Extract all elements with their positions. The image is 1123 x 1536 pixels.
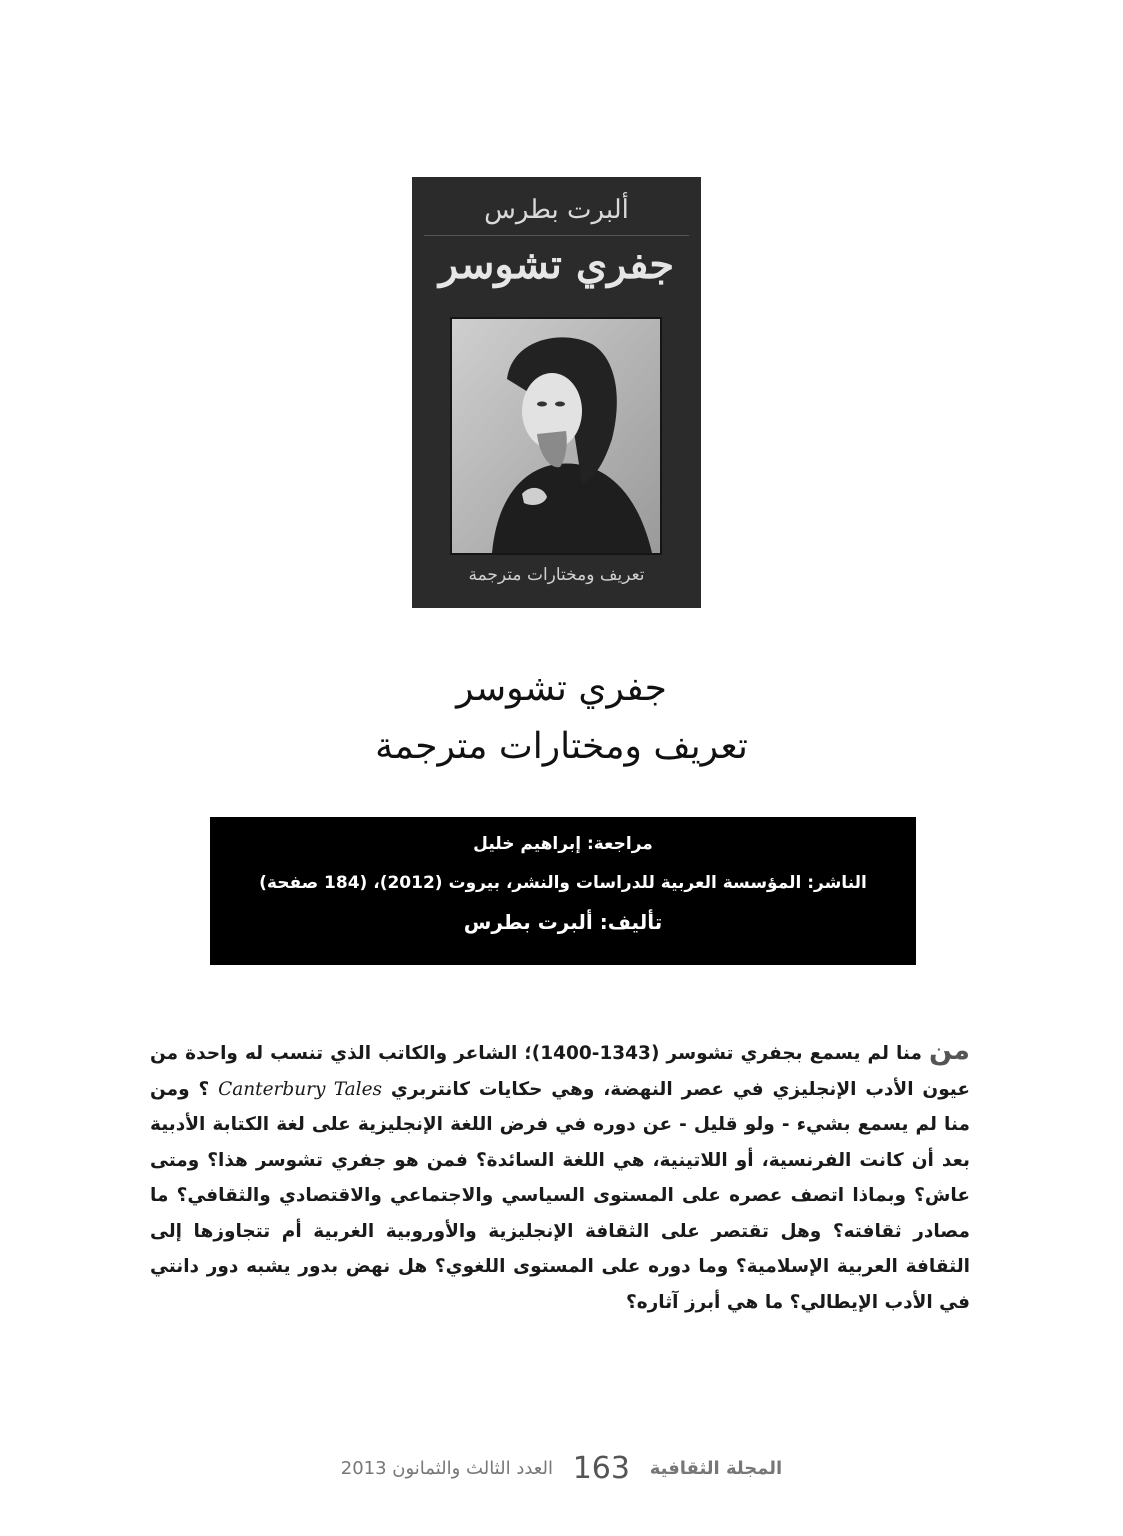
issue-info: العدد الثالث والثمانون 2013	[340, 1458, 553, 1479]
magazine-name: المجلة الثقافية	[649, 1458, 783, 1479]
publisher-info: الناشر: المؤسسة العربية للدراسات والنشر، بيروت (2012)، (184 صفحة)	[259, 873, 867, 893]
book-info-box	[210, 817, 916, 965]
page-number: 163	[572, 1451, 630, 1486]
book-title-latin: Canterbury Tales	[218, 1078, 383, 1100]
article-paragraph	[150, 1033, 970, 1320]
cover-author: ألبرت بطرس	[484, 195, 629, 225]
page-title	[0, 660, 1123, 776]
title-line-1: جفري تشوسر	[456, 668, 667, 709]
cover-divider	[424, 235, 689, 236]
author-credit: تأليف: ألبرت بطرس	[463, 910, 663, 934]
cover-title: جفري تشوسر	[438, 241, 675, 288]
page-footer	[0, 1452, 1123, 1486]
cover-subtitle: تعريف ومختارات مترجمة	[468, 565, 645, 585]
paragraph-text-part1: منا لم يسمع بجفري تشوسر (1343-1400)؛ الشاعر والكاتب الذي تنسب له واحدة من عيون الأدب الإنجليزي في عصر النهضة، وهي حكايات كانتربري	[150, 1043, 970, 1100]
portrait-image	[450, 317, 662, 555]
paragraph-text-part2: ؟ ومن منا لم يسمع بشيء - ولو قليل - عن دوره في فرض اللغة الإنجليزية على لغة الكتابة الأدبية بعد أن كانت الفرنسية، أو اللاتينية، هي اللغة السائدة؟ فمن هو جفري تشوسر هذا؟ ومتى عاش؟ وبماذا اتصف عصره على المستوى السياسي والاجتماعي والاقتصادي والثقافي؟ ما مصادر ثقافته؟ وهل تقتصر على الثقافة الإنجليزية والأوروبية الغربية أم تتجاوزها إلى الثقافة العربية الإسلامية؟ وما دوره على المستوى اللغوي؟ هل نهض بدور يشبه دور دانتي في الأدب الإيطالي؟ ما هي أبرز آثاره؟	[150, 1078, 970, 1313]
book-cover-image	[412, 177, 701, 608]
lead-word: من	[928, 1035, 970, 1066]
review-credit: مراجعة: إبراهيم خليل	[473, 834, 653, 854]
title-line-2: تعريف ومختارات مترجمة	[375, 726, 748, 767]
